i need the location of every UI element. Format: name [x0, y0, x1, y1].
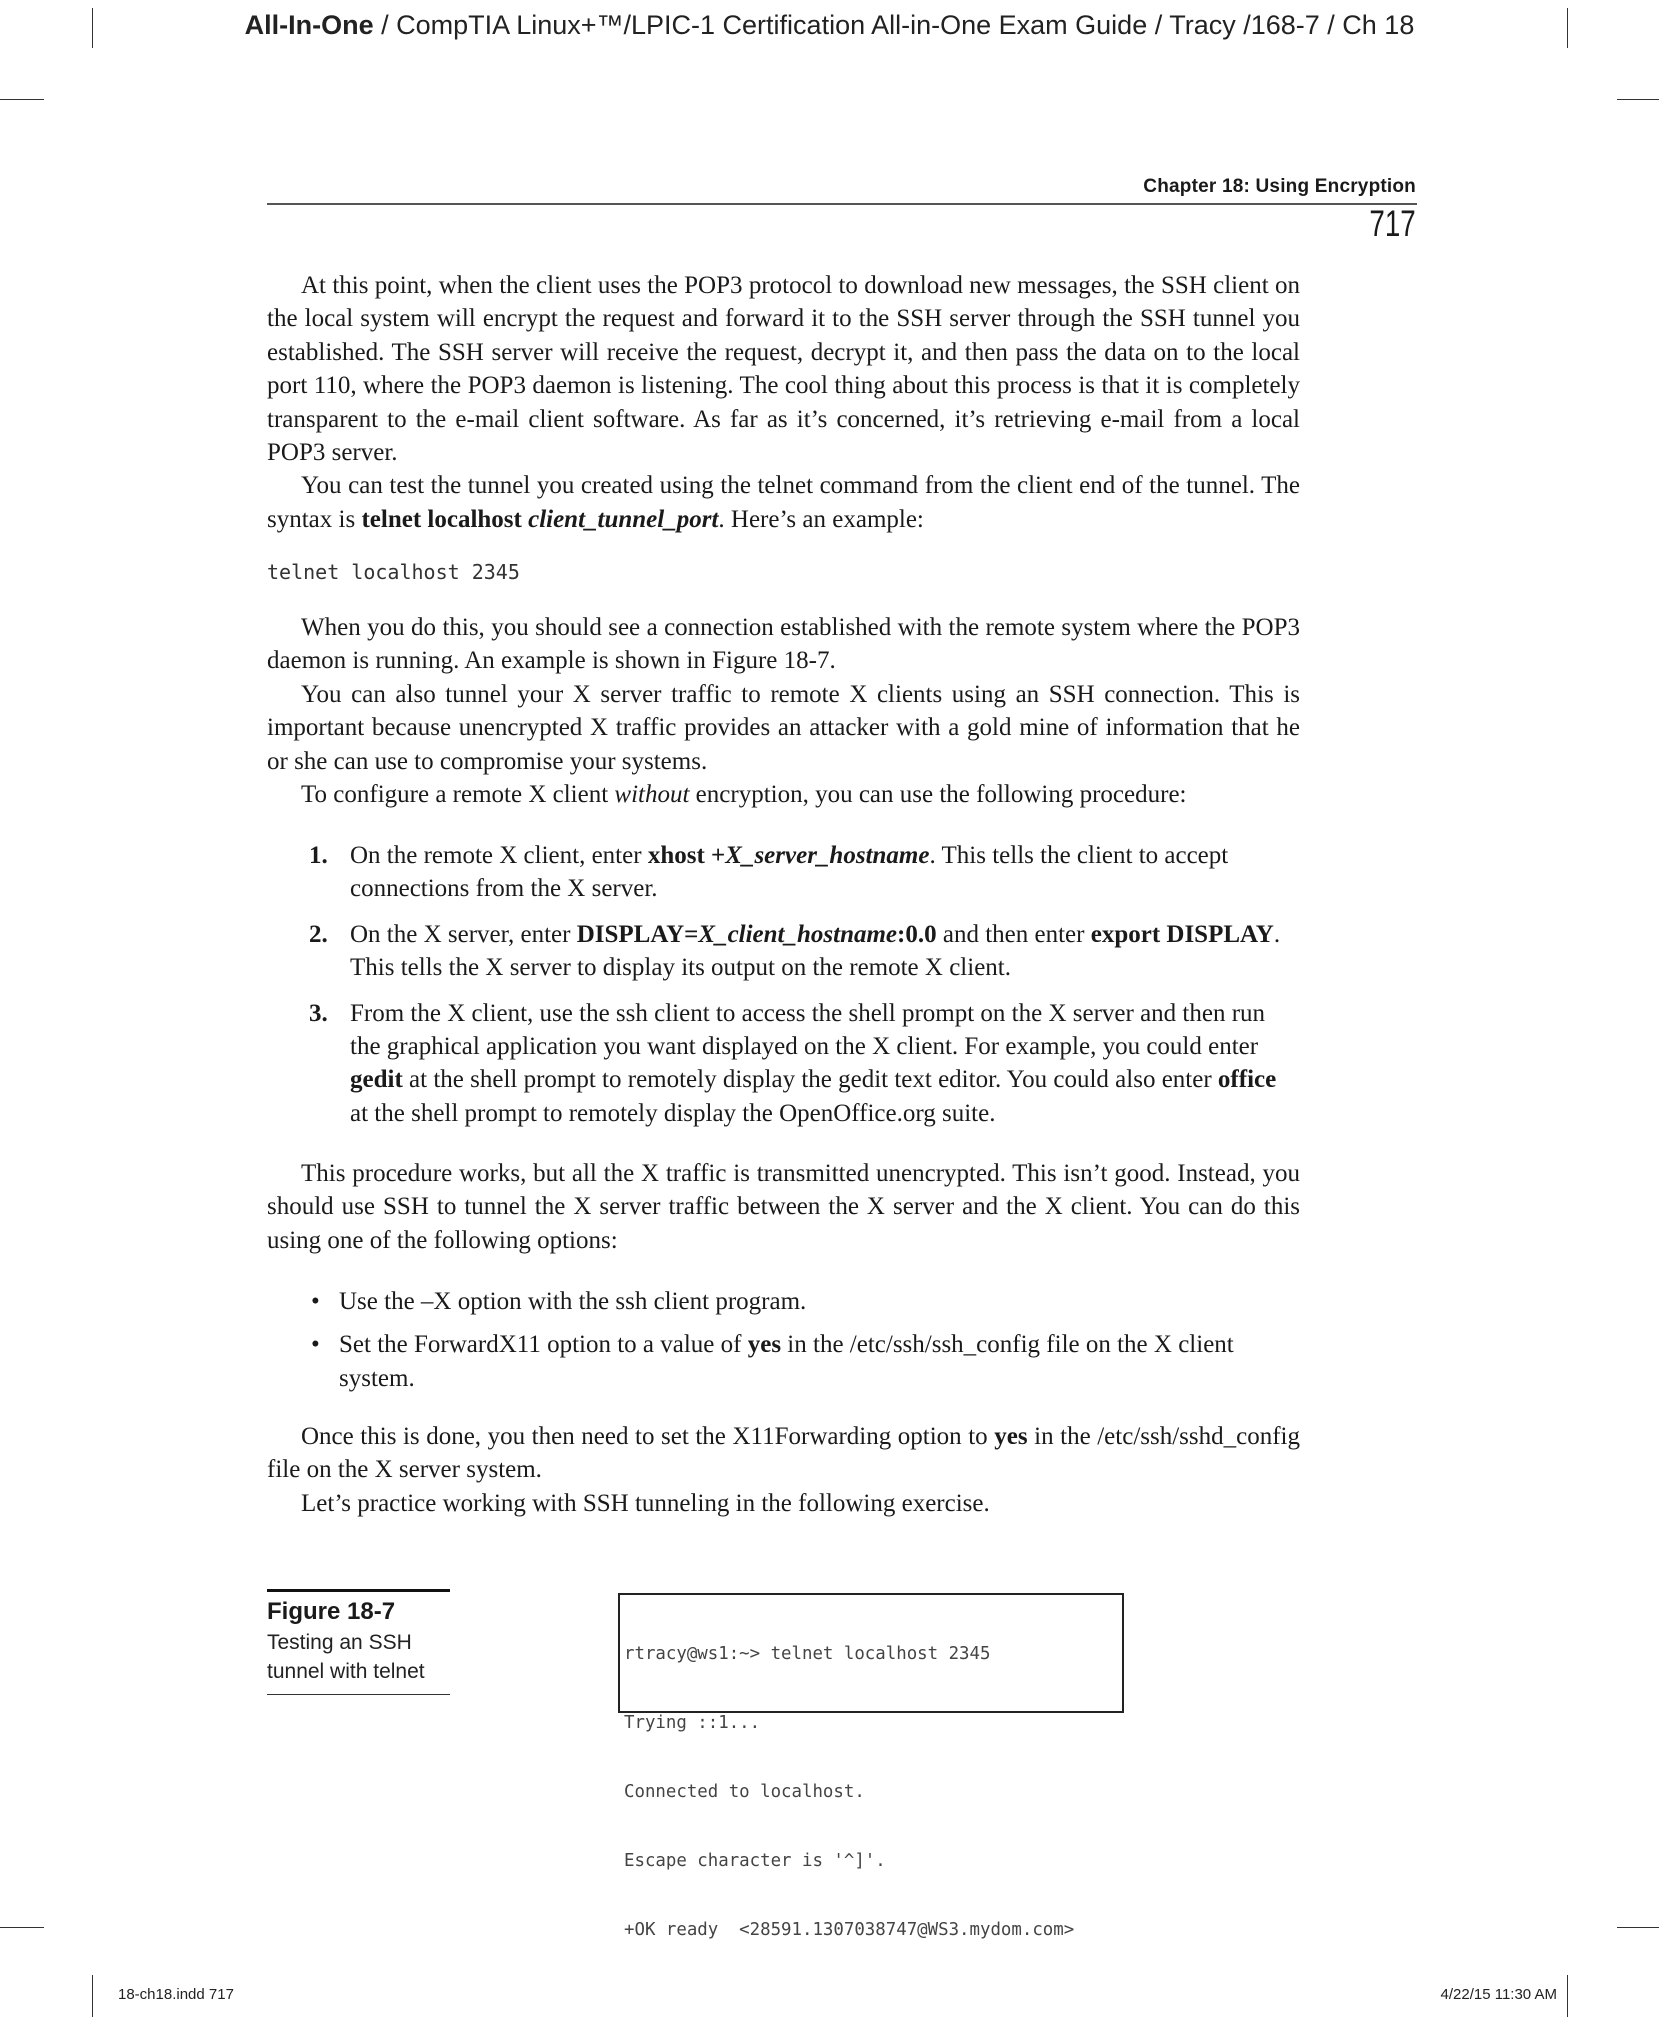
paragraph: Once this is done, you then need to set the X11Forwarding option to yes in the /etc/ssh/sshd_config file on the X server system.	[267, 1423, 1300, 1484]
options-list	[267, 1285, 1300, 1405]
terminal-screenshot	[618, 1593, 1124, 1940]
crop-mark-bottom-left	[92, 1975, 93, 2017]
procedure-list	[267, 839, 1300, 1142]
list-item: • Use the –X option with the ssh client program.	[267, 1285, 1300, 1318]
crop-mark-right-lower	[1617, 1927, 1659, 1928]
terminal-line: rtracy@ws1:~> telnet localhost 2345	[624, 1644, 991, 1664]
figure-title: Figure 18-7	[267, 1598, 396, 1625]
paragraph: At this point, when the client uses the POP3 protocol to download new messages, the SSH client on the local system will encrypt the request and forward it to the SSH server through the SSH tunnel you established. The SSH server will receive the request, decrypt it, and then pass the data on to the local port 110, where the POP3 daemon is listening. The cool thing about this process is that it is completely transparent to the e-mail client software. As far as it’s concerned, it’s retrieving e-mail from a local POP3 server.	[267, 272, 1300, 467]
figure-bottom-rule	[267, 1694, 450, 1695]
list-item: 3. From the X client, use the ssh client to access the shell prompt on the X server and then run the graphical application you want displayed on the X client. For example, you could enter gedit at the shell prompt to remotely display the gedit text editor. You could also enter office at the shell prompt to remotely display the OpenOffice.org suite.	[309, 999, 1277, 1127]
terminal-line: Trying ::1...	[624, 1713, 761, 1733]
slug-line	[0, 10, 1659, 41]
body-text-lower	[267, 1157, 1300, 1257]
paragraph: This procedure works, but all the X traffic is transmitted unencrypted. This isn’t good. Instead, you should use SSH to tunnel the X server traffic between the X server and the X client. You can do this using one of the following options:	[267, 1160, 1300, 1254]
list-item: • Set the ForwardX11 option to a value of yes in the /etc/ssh/ssh_config file on the X client system.	[267, 1328, 1300, 1395]
body-text-top	[267, 269, 1300, 536]
crop-mark-left-upper	[0, 99, 44, 100]
footer-file: 18-ch18.indd 717	[118, 1986, 234, 2003]
crop-mark-bottom-right	[1567, 1975, 1568, 2017]
terminal-line: Connected to localhost.	[624, 1782, 865, 1802]
running-head: Chapter 18: Using Encryption	[1143, 176, 1416, 197]
paragraph: When you do this, you should see a connection established with the remote system where the POP3 daemon is running. An example is shown in Figure 18-7.	[267, 614, 1300, 675]
list-item: 1. On the remote X client, enter xhost +X_server_hostname. This tells the client to accept connections from the X server.	[309, 842, 1229, 903]
slug-details: / CompTIA Linux+™/LPIC-1 Certification All-in-One Exam Guide / Tracy /168-7 / Ch 18	[373, 10, 1415, 40]
body-text-bottom	[267, 1420, 1300, 1520]
page-number: 717	[1369, 203, 1416, 244]
crop-mark-right-upper	[1617, 99, 1659, 100]
slug-series: All-In-One	[244, 10, 374, 40]
bullet-icon: •	[311, 1288, 320, 1315]
paragraph: Let’s practice working with SSH tunneling in the following exercise.	[301, 1489, 990, 1517]
paragraph: You can also tunnel your X server traffic to remote X clients using an SSH connection. This is important because unencrypted X traffic provides an attacker with a gold mine of information that he or she can use to compromise your systems.	[267, 680, 1300, 775]
figure-caption: Testing an SSH tunnel with telnet	[267, 1631, 425, 1683]
code-example: telnet localhost 2345	[267, 560, 520, 584]
figure-label	[267, 1589, 450, 1695]
body-text-middle	[267, 611, 1300, 811]
list-item: 2. On the X server, enter DISPLAY=X_client_hostname:0.0 and then enter export DISPLAY. This tells the X server to display its output on the remote X client.	[309, 920, 1281, 982]
figure-top-rule	[267, 1589, 450, 1592]
paragraph: To configure a remote X client without encryption, you can use the following procedure:	[301, 781, 1187, 809]
header-rule	[267, 203, 1417, 205]
bullet-icon: •	[311, 1331, 320, 1359]
paragraph: You can test the tunnel you created using the telnet command from the client end of the tunnel. The syntax is telnet localhost client_tunnel_port. Here’s an example:	[267, 472, 1300, 533]
footer-timestamp: 4/22/15 11:30 AM	[1440, 1986, 1557, 2003]
terminal-line: +OK ready <28591.1307038747@WS3.mydom.com>	[624, 1920, 1075, 1940]
crop-mark-left-lower	[0, 1927, 44, 1928]
terminal-line: Escape character is '^]'.	[624, 1851, 886, 1871]
